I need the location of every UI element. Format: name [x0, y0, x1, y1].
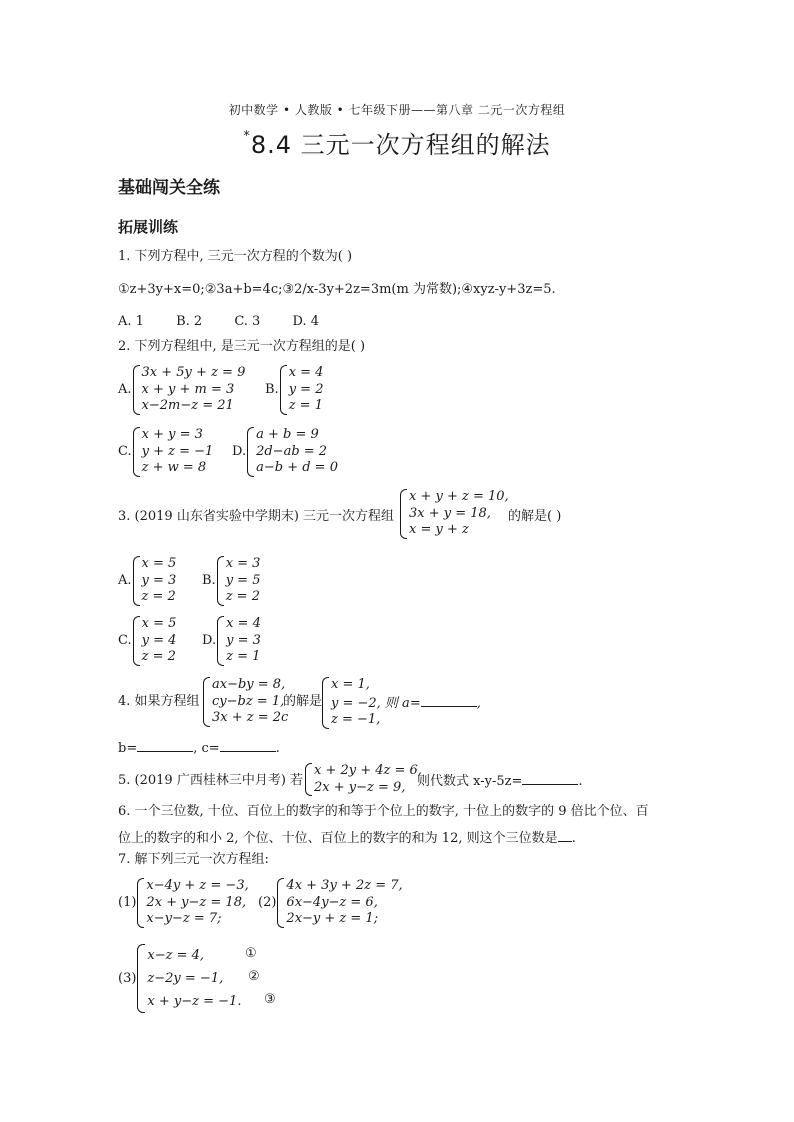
- equation: 3x + z = 2c: [212, 710, 289, 725]
- q2-c-label: C.: [118, 444, 132, 460]
- equation: x + y + m = 3: [141, 381, 235, 397]
- equation: z = 2: [225, 589, 260, 604]
- q6-line2-text: 位上的数字的和小 2, 个位、十位、百位上的数字的和为 12, 则这个三位数是: [118, 831, 558, 846]
- q5-tail: [417, 772, 583, 791]
- brace: [133, 427, 140, 477]
- q4-system: [203, 677, 288, 727]
- equation: x + y = 3: [141, 427, 203, 442]
- brace: [137, 878, 144, 928]
- equation: z + w = 8: [141, 460, 207, 475]
- equation: 3x + y = 18,: [409, 505, 491, 521]
- q7-p2-label: (2): [258, 895, 277, 911]
- equation: 2x−y + z = 1;: [286, 911, 379, 926]
- answer-blank[interactable]: [522, 772, 578, 785]
- equation: y = 2: [288, 381, 324, 397]
- brace: [277, 878, 284, 928]
- section-heading: 基础闯关全练: [118, 178, 220, 198]
- q7-p1-label: (1): [118, 895, 137, 911]
- equation: x−2m−z = 21: [141, 398, 234, 413]
- equation: x = 4: [226, 616, 261, 631]
- equation-mark-1: ①: [245, 946, 257, 961]
- equation: z−2y = −1,: [147, 971, 224, 986]
- q6-line2: [118, 829, 576, 848]
- q2-b-label: B.: [265, 382, 279, 398]
- equation: x = 4: [288, 365, 324, 380]
- q3-option-c: [118, 616, 176, 666]
- q3-system: [400, 489, 509, 539]
- q4-end: .: [275, 741, 280, 756]
- q3-option-b: [202, 556, 260, 606]
- q2-option-c: [118, 427, 213, 477]
- q7-stem: 7. 解下列三元一次方程组:: [118, 852, 269, 867]
- brace: [400, 489, 407, 539]
- equation: a−b + d = 0: [256, 460, 338, 475]
- brace: [133, 556, 140, 606]
- brace: [133, 616, 140, 666]
- equation: y = 3: [226, 632, 261, 648]
- equation: a + b = 9: [256, 427, 319, 442]
- q3-option-a: [118, 556, 176, 606]
- q1-option-b: B. 2: [176, 314, 203, 329]
- equation: z = 1: [226, 649, 261, 664]
- answer-blank[interactable]: [558, 829, 572, 842]
- equation-mark-3: ③: [264, 992, 276, 1007]
- equation: x−4y + z = −3,: [146, 878, 249, 893]
- equation: y + z = −1: [141, 443, 214, 459]
- equation: x + y−z = −1.: [147, 994, 242, 1009]
- equation: ax−by = 8,: [212, 677, 286, 692]
- brace: [217, 556, 224, 606]
- q3-c-label: C.: [118, 633, 132, 649]
- brace: [280, 365, 287, 415]
- equation: x = 3: [225, 556, 261, 571]
- equation: y = 4: [141, 632, 177, 648]
- q2-stem: 2. 下列方程组中, 是三元一次方程组的是( ): [118, 339, 366, 354]
- q1-stem: 1. 下列方程中, 三元一次方程的个数为( ): [118, 249, 353, 264]
- equation: x + y + z = 10,: [409, 489, 509, 504]
- q2-option-a: [118, 365, 245, 415]
- equation: x−z = 4,: [147, 948, 205, 963]
- equation: x = y + z: [409, 522, 469, 537]
- title-mark: *: [243, 129, 251, 144]
- brace: [203, 677, 210, 727]
- answer-blank-a[interactable]: [421, 694, 477, 707]
- brace: [322, 677, 329, 729]
- q3-d-label: D.: [202, 633, 217, 649]
- running-head: 初中数学 • 人教版 • 七年级下册——第八章 二元一次方程组: [228, 103, 566, 117]
- equation: 2x + y−z = 18,: [146, 894, 247, 910]
- q3-a-label: A.: [118, 573, 132, 589]
- equation: 4x + 3y + 2z = 7,: [286, 878, 403, 893]
- equation-text: y = −2, 则 a=: [331, 695, 421, 711]
- q6-line1: 6. 一个三位数, 十位、百位上的数字的和等于个位上的数字, 十位上的数字的 9 倍比个位、百: [118, 804, 649, 819]
- equation: x = 5: [141, 616, 177, 631]
- brace: [247, 427, 254, 477]
- q1-option-d: D. 4: [292, 314, 319, 329]
- q3-b-label: B.: [202, 573, 216, 589]
- title-text: 8.4 三元一次方程组的解法: [250, 131, 551, 159]
- q7-p3-label: (3): [118, 971, 137, 986]
- answer-blank-b[interactable]: [137, 739, 193, 752]
- equation: y = −2, 则 a= ,: [331, 695, 481, 711]
- equation: 2x + y−z = 9,: [314, 779, 406, 795]
- q7-part-2: [258, 878, 403, 928]
- equation: 6x−4y−z = 6,: [286, 894, 378, 910]
- q7-part-3: [118, 944, 241, 1013]
- equation: y = 3: [141, 572, 177, 588]
- equation: x = 1,: [331, 677, 370, 692]
- equation: z = −1,: [331, 712, 381, 727]
- equation: z = 2: [141, 589, 176, 604]
- equation: y = 5: [225, 572, 261, 588]
- q2-option-d: [232, 427, 338, 477]
- q3-stem: 3. (2019 山东省实验中学期末) 三元一次方程组: [118, 509, 395, 524]
- q4-mid: 的解是: [283, 694, 323, 709]
- q4-solution: [322, 677, 481, 729]
- equation: 2d−ab = 2: [256, 443, 328, 459]
- equation: z = 1: [288, 398, 323, 413]
- equation: x + 2y + 4z = 6,: [314, 763, 422, 778]
- brace: [133, 365, 140, 415]
- q1-items: ①z+3y+x=0;②3a+b=4c;③2/x-3y+2z=3m(m 为常数);④xyz-y+3z=5.: [118, 282, 556, 297]
- q5-stem: 5. (2019 广西桂林三中月考) 若: [118, 773, 304, 788]
- q2-option-b: [265, 365, 323, 415]
- equation: x−y−z = 7;: [146, 911, 222, 926]
- q5-system: [305, 763, 422, 796]
- q2-d-label: D.: [232, 444, 247, 460]
- brace: [137, 944, 145, 1013]
- q1-options: [118, 314, 347, 329]
- q1-option-a: A. 1: [118, 314, 144, 329]
- q1-option-c: C. 3: [234, 314, 261, 329]
- q3-option-d: [202, 616, 261, 666]
- equation: x = 5: [141, 556, 177, 571]
- equation-mark-2: ②: [248, 969, 260, 984]
- q6-end: .: [571, 831, 576, 846]
- page-title: [0, 125, 794, 160]
- q4-line2: [118, 739, 280, 758]
- q3-tail: 的解是( ): [508, 509, 562, 524]
- equation: 3x + 5y + z = 9: [141, 365, 246, 380]
- q7-part-1: [118, 878, 249, 928]
- answer-blank-c[interactable]: [220, 739, 276, 752]
- q4-c-label: , c=: [193, 741, 220, 756]
- subsection-heading: 拓展训练: [118, 218, 179, 236]
- equation: cy−bz = 1,: [212, 693, 285, 709]
- brace: [305, 763, 312, 796]
- equation: z = 2: [141, 649, 176, 664]
- q2-a-label: A.: [118, 382, 132, 398]
- brace: [217, 616, 224, 666]
- q5-end: .: [578, 774, 583, 789]
- q4-stem: 4. 如果方程组: [118, 694, 200, 709]
- q5-tail-text: 则代数式 x-y-5z=: [417, 774, 523, 789]
- q4-b-label: b=: [118, 741, 138, 756]
